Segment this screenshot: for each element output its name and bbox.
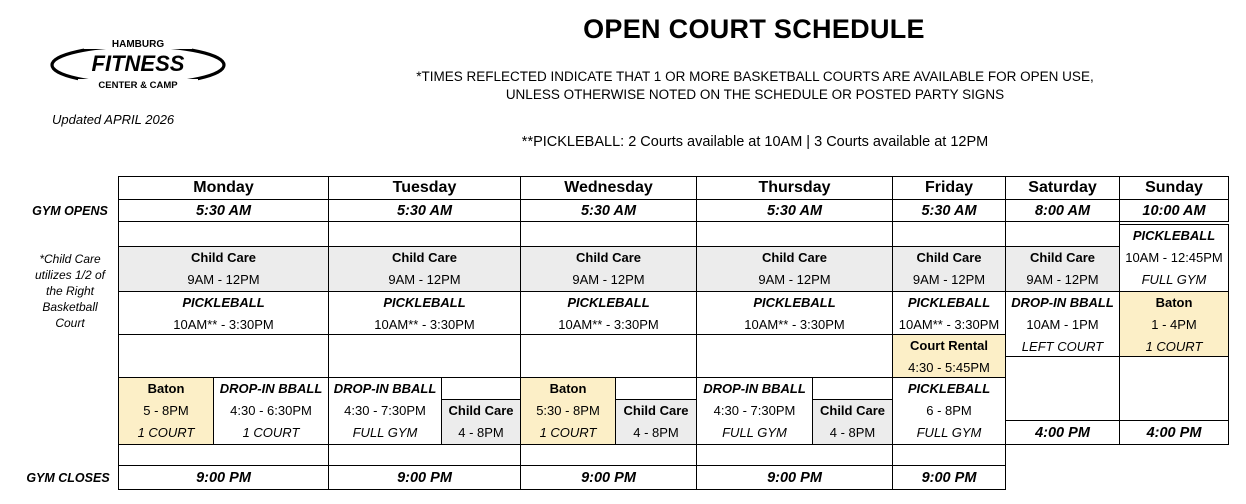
logo-line3: CENTER & CAMP — [98, 80, 178, 91]
court-rental-block-friday: Court Rental 4:30 - 5:45PM — [892, 334, 1006, 378]
spacer-cell — [441, 377, 521, 400]
opens-friday: 5:30 AM — [892, 199, 1006, 222]
childcare-block-monday: Child Care 9AM - 12PM — [118, 246, 329, 292]
spacer-cell — [118, 334, 329, 378]
closes-sunday: 4:00 PM — [1119, 420, 1229, 445]
availability-note-line2: UNLESS OTHERWISE NOTED ON THE SCHEDULE OR POSTED PARTY SIGNS — [505, 87, 1005, 102]
spacer-cell — [696, 334, 893, 378]
gym-opens-label: GYM OPENS — [32, 204, 108, 218]
childcare-evening-thursday: Child Care 4 - 8PM — [812, 399, 893, 445]
childcare-block-thursday: Child Care 9AM - 12PM — [696, 246, 893, 292]
pickleball-block-friday: PICKLEBALL 10AM** - 3:30PM — [892, 291, 1006, 335]
pickleball-block-sunday: PICKLEBALL 10AM - 12:45PM FULL GYM — [1119, 224, 1229, 292]
day-header-tuesday: Tuesday — [328, 176, 521, 200]
spacer-cell — [520, 444, 697, 466]
opens-tuesday: 5:30 AM — [328, 199, 521, 222]
opens-sunday: 10:00 AM — [1119, 199, 1229, 222]
closes-friday: 9:00 PM — [892, 465, 1006, 490]
childcare-block-tuesday: Child Care 9AM - 12PM — [328, 246, 521, 292]
childcare-block-friday: Child Care 9AM - 12PM — [892, 246, 1006, 292]
childcare-note: *Child Care utilizes 1/2 of the Right Basketball Court — [34, 252, 106, 330]
logo-line1: HAMBURG — [111, 39, 165, 50]
day-header-friday: Friday — [892, 176, 1006, 200]
pickleball-note: **PICKLEBALL: 2 Courts available at 10AM | 3 Courts available at 12PM — [521, 134, 989, 150]
spacer-cell — [1005, 221, 1120, 247]
availability-note-line1: *TIMES REFLECTED INDICATE THAT 1 OR MORE BASKETBALL COURTS ARE AVAILABLE FOR OPEN USE, — [416, 69, 1094, 84]
spacer-cell — [328, 444, 521, 466]
spacer-cell — [892, 444, 1006, 466]
spacer-cell — [520, 221, 697, 247]
logo-line2: FITNESS — [91, 51, 185, 76]
spacer-cell — [328, 221, 521, 247]
day-header-monday: Monday — [118, 176, 329, 200]
spacer-cell — [812, 377, 893, 400]
spacer-cell — [892, 221, 1006, 247]
closes-saturday: 4:00 PM — [1005, 420, 1120, 445]
pickleball-block-thursday: PICKLEBALL 10AM** - 3:30PM — [696, 291, 893, 335]
updated-date: Updated APRIL 2026 — [52, 112, 175, 127]
opens-thursday: 5:30 AM — [696, 199, 893, 222]
spacer-cell — [328, 334, 521, 378]
spacer-cell — [696, 444, 893, 466]
dropin-block-thursday: DROP-IN BBALL 4:30 - 7:30PM FULL GYM — [696, 377, 813, 445]
spacer-cell — [118, 221, 329, 247]
spacer-cell — [118, 444, 329, 466]
closes-wednesday: 9:00 PM — [520, 465, 697, 490]
day-header-wednesday: Wednesday — [520, 176, 697, 200]
spacer-cell — [1005, 356, 1120, 421]
schedule-table — [118, 176, 1229, 490]
spacer-cell — [520, 334, 697, 378]
childcare-evening-wednesday: Child Care 4 - 8PM — [615, 399, 697, 445]
gym-closes-label: GYM CLOSES — [26, 471, 110, 485]
spacer-cell — [615, 377, 697, 400]
baton-block-wednesday: Baton 5:30 - 8PM 1 COURT — [520, 377, 616, 445]
pickleball-evening-friday: PICKLEBALL 6 - 8PM FULL GYM — [892, 377, 1006, 445]
pickleball-block-wednesday: PICKLEBALL 10AM** - 3:30PM — [520, 291, 697, 335]
day-header-sunday: Sunday — [1119, 176, 1229, 200]
pickleball-block-monday: PICKLEBALL 10AM** - 3:30PM — [118, 291, 329, 335]
closes-thursday: 9:00 PM — [696, 465, 893, 490]
opens-monday: 5:30 AM — [118, 199, 329, 222]
day-header-thursday: Thursday — [696, 176, 893, 200]
page-title: OPEN COURT SCHEDULE — [583, 14, 925, 44]
dropin-block-saturday: DROP-IN BBALL 10AM - 1PM LEFT COURT — [1005, 291, 1120, 357]
dropin-block-tuesday: DROP-IN BBALL 4:30 - 7:30PM FULL GYM — [328, 377, 442, 445]
childcare-block-saturday: Child Care 9AM - 12PM — [1005, 246, 1120, 292]
spacer-cell — [696, 221, 893, 247]
pickleball-block-tuesday: PICKLEBALL 10AM** - 3:30PM — [328, 291, 521, 335]
day-header-saturday: Saturday — [1005, 176, 1120, 200]
opens-wednesday: 5:30 AM — [520, 199, 697, 222]
baton-block-sunday: Baton 1 - 4PM 1 COURT — [1119, 291, 1229, 357]
closes-monday: 9:00 PM — [118, 465, 329, 490]
childcare-evening-tuesday: Child Care 4 - 8PM — [441, 399, 521, 445]
baton-block-monday: Baton 5 - 8PM 1 COURT — [118, 377, 214, 445]
closes-tuesday: 9:00 PM — [328, 465, 521, 490]
childcare-block-wednesday: Child Care 9AM - 12PM — [520, 246, 697, 292]
dropin-block-monday: DROP-IN BBALL 4:30 - 6:30PM 1 COURT — [213, 377, 329, 445]
spacer-cell — [1119, 356, 1229, 421]
opens-saturday: 8:00 AM — [1005, 199, 1120, 222]
